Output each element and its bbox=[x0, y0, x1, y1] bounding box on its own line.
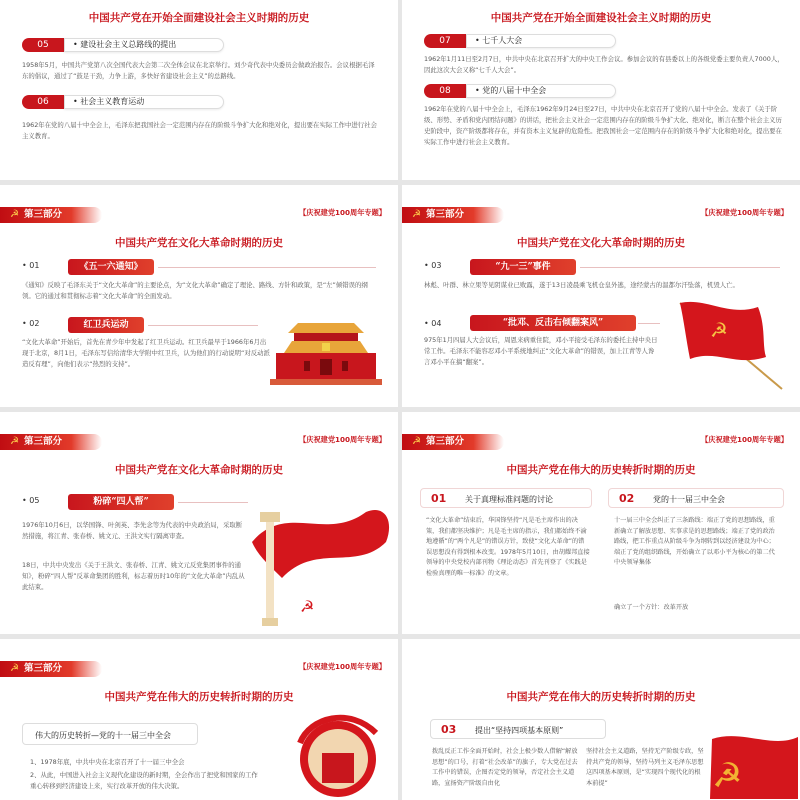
card-number: 03 bbox=[441, 723, 457, 736]
card-text: “文化大革命”结束后，华国锋坚持“凡是毛主席作出的决策，我们都坚决维护；凡是毛主席的指示，我们都始终不渝地遵循”的“两个凡是”的错误方针，致使“文化大革命”的错误思想没有得到根本改变。1978年5月10日，由胡耀邦直接领导的中央党校内部刊物《理论动态》首先刊登了《实践是检验真理的唯一标准》的文章。 bbox=[426, 517, 590, 577]
divider bbox=[148, 325, 258, 326]
part-tag bbox=[0, 434, 102, 450]
section-number: 05 bbox=[22, 38, 64, 52]
section-heading: • 社会主义教育运动 bbox=[64, 95, 224, 109]
card-title: 关于真理标准问题的讨论 bbox=[465, 495, 553, 504]
item-number: • 05 bbox=[22, 496, 40, 505]
part-label: 第三部分 bbox=[24, 209, 63, 220]
card-title: 提出“坚持四项基本原则” bbox=[475, 726, 564, 735]
slide-title: 中国共产党在文化大革命时期的历史 bbox=[115, 237, 283, 249]
section-heading: • 建设社会主义总路线的提出 bbox=[64, 38, 224, 52]
topic-card bbox=[608, 488, 784, 508]
point-1: 1、1978年底，中共中央在北京召开了十一届三中全会 bbox=[30, 758, 185, 766]
section-heading: • 党的八届十中全会 bbox=[466, 84, 616, 98]
card-number: 01 bbox=[431, 492, 447, 505]
section-number: 08 bbox=[424, 84, 466, 98]
column-a-text: 拨乱反正工作全面开始时，社会上极少数人借解“解放思想”的口号，打着“社会改革”的旗子，专大党在过去工作中的错误，企图否定党的领导，否定社会主义道路，宣扬资产阶级自由化 bbox=[432, 748, 578, 787]
item-heading: 《五一六通知》 bbox=[68, 259, 154, 275]
special-topic-label: 【庆祝建党100周年专题】 bbox=[299, 662, 386, 671]
slide-title: 中国共产党在文化大革命时期的历史 bbox=[517, 237, 685, 249]
divider bbox=[638, 323, 660, 324]
medallion-illustration bbox=[290, 703, 386, 799]
section-heading: • 七千人大会 bbox=[466, 34, 616, 48]
item-text: 林彪、叶群、林立果等见阴谋业已败露，遂于13日凌晨乘飞机仓皇外逃，途经蒙古的温都尔汗坠落，机毁人亡。 bbox=[424, 281, 739, 289]
special-topic-label: 【庆祝建党100周年专题】 bbox=[299, 435, 386, 444]
section-label: 社会主义教育运动 bbox=[80, 97, 145, 106]
item-number: • 01 bbox=[22, 261, 40, 270]
section-label: 党的八届十中全会 bbox=[482, 86, 547, 95]
huabiao-ribbon-illustration bbox=[246, 482, 396, 632]
special-topic-label: 【庆祝建党100周年专题】 bbox=[299, 208, 386, 217]
part-label: 第三部分 bbox=[24, 436, 63, 447]
part-label: 第三部分 bbox=[426, 209, 465, 220]
section-text: 1962年在党的八届十中全会上，毛泽东1962年9月24日至27日，中共中央在北京召开了党的八届十中全会。发表了《关于阶级、形势、矛盾和党内团结问题》的讲话，把社会主义社会一定范围内存在的阶级斗争扩大化、绝对化，断言在整个社会主义历史阶段中，资产阶级都将存在，并有资本主义复辟的危险性。把我国社会一定范围内存在的阶级斗争扩大化和绝对化，提出要在实际工作中进行社会主义教育。 bbox=[424, 105, 782, 146]
slide-title: 中国共产党在伟大的历史转折时期的历史 bbox=[506, 691, 696, 703]
section-label: 建设社会主义总路线的提出 bbox=[80, 40, 177, 49]
item-heading: 粉碎“四人帮” bbox=[68, 494, 174, 510]
slide-4[interactable] bbox=[402, 185, 800, 407]
svg-text:☭: ☭ bbox=[710, 318, 728, 342]
part-label: 第三部分 bbox=[426, 436, 465, 447]
section-number: 06 bbox=[22, 95, 64, 109]
topic-box bbox=[22, 723, 198, 745]
special-topic-label: 【庆祝建党100周年专题】 bbox=[701, 435, 788, 444]
slide-3[interactable] bbox=[0, 185, 398, 407]
slide-6[interactable] bbox=[402, 412, 800, 634]
item-heading: “九一三”事件 bbox=[470, 259, 576, 275]
party-flag-illustration bbox=[702, 729, 798, 799]
special-topic-label: 【庆祝建党100周年专题】 bbox=[701, 208, 788, 217]
party-emblem-icon: ☭ bbox=[412, 209, 421, 220]
card-text: 十一届三中全会纠正了三条路线：端正了党的思想路线，重新确立了解放思想、实事求是的思想路线；端正了党的政治路线，把工作重点从阶级斗争为纲转到以经济建设为中心；端正了党的组织路线，开始确立了以邓小平为核心的第二代中央领导集体 bbox=[614, 517, 775, 566]
part-tag bbox=[0, 661, 102, 677]
slide-5[interactable] bbox=[0, 412, 398, 634]
divider bbox=[158, 267, 376, 268]
column-b-text: 坚持社会主义道路，坚持无产阶级专政，坚持共产党的领导，坚持马列主义毛泽东思想这四项基本原则，是“实现四个现代化的根本前提” bbox=[586, 748, 704, 787]
item-text: “文化大革命”开始后，首先在青少年中发起了红卫兵运动。红卫兵最早于1966年6月出现于北京，8月1日，毛泽东写信给清华大学附中红卫兵，认为他们的行动说明“对反动派造反有理”，向他们表示“热烈的支持”。 bbox=[22, 338, 270, 368]
slide-1[interactable] bbox=[0, 0, 398, 180]
slide-8[interactable] bbox=[402, 639, 800, 800]
part-tag bbox=[0, 207, 102, 223]
item-text: 1976年10月6日，以华国锋、叶剑英、李先念等为代表的中央政治局，采取断然措施，将江青、张春桥、姚文元、王洪文实行隔离审查。 bbox=[22, 521, 243, 540]
item-number: • 02 bbox=[22, 319, 40, 328]
party-emblem-icon: ☭ bbox=[10, 209, 19, 220]
slide-2[interactable] bbox=[402, 0, 800, 180]
card-extra: 确立了一个方针：改革开放 bbox=[614, 604, 689, 611]
svg-text:☭: ☭ bbox=[300, 597, 315, 616]
party-emblem-icon: ☭ bbox=[412, 436, 421, 447]
point-2: 2、从此，中国进入社会主义现代化建设的新时期，全会作出了把党和国家的工作重心转移到经济建设上来，实行改革开放的伟大决策。 bbox=[30, 771, 258, 790]
red-flag-illustration bbox=[666, 297, 794, 393]
topic-card bbox=[420, 488, 592, 508]
item-text: 975年1月四届人大会议后，周恩来病重住院，邓小平接受毛泽东的委托主持中央日常工作。毛泽东不能容忍邓小平系统地纠正“文化大革命”的错误，加上江青等人谗言邓小平在搞“翻案”。 bbox=[424, 336, 658, 366]
party-emblem-icon: ☭ bbox=[10, 663, 19, 674]
slide-title: 中国共产党在开始全面建设社会主义时期的历史 bbox=[490, 12, 712, 24]
slide-title: 中国共产党在伟大的历史转折时期的历史 bbox=[506, 464, 696, 476]
divider bbox=[580, 267, 780, 268]
tiananmen-illustration bbox=[270, 313, 382, 385]
slide-7[interactable] bbox=[0, 639, 398, 800]
section-label: 七千人大会 bbox=[482, 36, 523, 45]
card-number: 02 bbox=[619, 492, 635, 505]
item-heading: 红卫兵运动 bbox=[68, 317, 144, 333]
item-text: 18日，中共中央发出《关于王洪文、张春桥、江青、姚文元反党集团事件的通知》，粉碎“四人帮”反革命集团的胜利，标志着历时10年的“文化大革命”内乱从此结束。 bbox=[22, 561, 245, 591]
box-title: 伟大的历史转折—党的十一届三中全会 bbox=[35, 731, 171, 740]
divider bbox=[178, 502, 248, 503]
card-title: 党的十一届三中全会 bbox=[653, 495, 725, 504]
slide-title: 中国共产党在伟大的历史转折时期的历史 bbox=[104, 691, 294, 703]
section-number: 07 bbox=[424, 34, 466, 48]
slide-title: 中国共产党在开始全面建设社会主义时期的历史 bbox=[88, 12, 310, 24]
topic-card bbox=[430, 719, 606, 739]
item-heading: “批邓、反击右倾翻案风” bbox=[470, 315, 636, 331]
part-tag bbox=[402, 207, 504, 223]
slide-title: 中国共产党在文化大革命时期的历史 bbox=[115, 464, 283, 476]
party-emblem-icon: ☭ bbox=[10, 436, 19, 447]
section-text: 1958年5月，中国共产党第八次全国代表大会第二次全体会议在北京举行。刘少奇代表中央委员会做政治报告。会议根据毛泽东的倡议，通过了“鼓足干劲，力争上游，多快好省建设社会主义”的总路线。 bbox=[22, 61, 375, 80]
item-number: • 04 bbox=[424, 319, 442, 328]
item-number: • 03 bbox=[424, 261, 442, 270]
section-text: 1962年在党的八届十中全会上，毛泽东把我国社会一定范围内存在的阶级斗争扩大化和绝对化，提出要在实际工作中进行社会主义教育。 bbox=[22, 121, 377, 140]
part-tag bbox=[402, 434, 504, 450]
part-label: 第三部分 bbox=[24, 663, 63, 674]
item-text: 《通知》反映了毛泽东关于“文化大革命”的主要论点，为“文化大革命”确定了理论、路线、方针和政策，是“左”倾错误的纲领。它的通过和贯彻标志着“文化大革命”的全面发动。 bbox=[22, 281, 368, 300]
section-text: 1962年1月11日至2月7日，中共中央在北京召开扩大的中央工作会议。参加会议的有县委以上的各级党委主要负责人7000人，因此这次大会又称“七千人大会”。 bbox=[424, 55, 784, 74]
svg-text:☭: ☭ bbox=[712, 756, 743, 796]
